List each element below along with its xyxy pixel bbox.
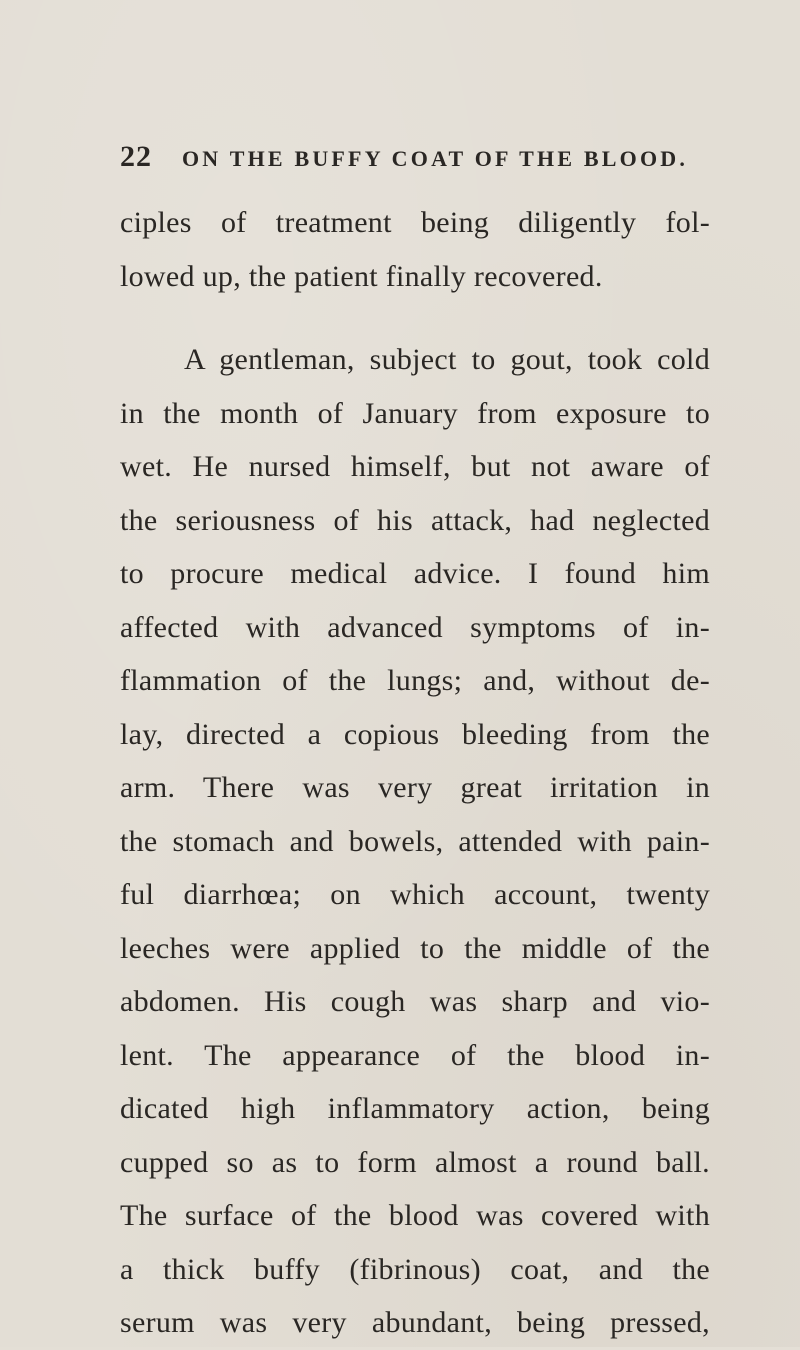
text-line: flammation of the lungs; and, without de-	[120, 664, 710, 697]
text-line: a thick buffy (fibrinous) coat, and the	[120, 1252, 710, 1286]
text-line: affected with advanced symptoms of in-	[120, 610, 710, 644]
body-text	[120, 196, 710, 1350]
text-line: ful diarrhœa; on which account, twenty	[120, 878, 710, 911]
text-line: the seriousness of his attack, had neglected	[120, 503, 710, 537]
page-number: 22	[120, 140, 152, 173]
page-header	[120, 140, 720, 184]
text-line: lay, directed a copious bleeding from the	[120, 717, 710, 751]
text-line: A gentleman, subject to gout, took cold	[184, 343, 710, 376]
text-line: serum was very abundant, being pressed,	[120, 1306, 710, 1339]
text-line: leeches were applied to the middle of the	[120, 931, 710, 965]
paragraph-1	[120, 196, 710, 303]
text-line: ciples of treatment being diligently fol-	[120, 206, 710, 239]
text-line: the stomach and bowels, attended with pain-	[120, 824, 710, 858]
text-line: to procure medical advice. I found him	[120, 557, 710, 590]
running-title: ON THE BUFFY COAT OF THE BLOOD.	[182, 146, 689, 171]
text-line: in the month of January from exposure to	[120, 396, 710, 430]
text-line: arm. There was very great irritation in	[120, 771, 710, 804]
text-line: The surface of the blood was covered with	[120, 1199, 710, 1232]
text-line: dicated high inflammatory action, being	[120, 1092, 710, 1125]
text-line: abdomen. His cough was sharp and vio-	[120, 985, 710, 1018]
paragraph-gap	[120, 303, 710, 333]
paragraph-2	[120, 333, 710, 1350]
text-line: cupped so as to form almost a round ball.	[120, 1145, 710, 1179]
text-line: lent. The appearance of the blood in-	[120, 1038, 710, 1072]
text-line: lowed up, the patient finally recovered.	[120, 259, 603, 293]
text-line: wet. He nursed himself, but not aware of	[120, 450, 710, 483]
